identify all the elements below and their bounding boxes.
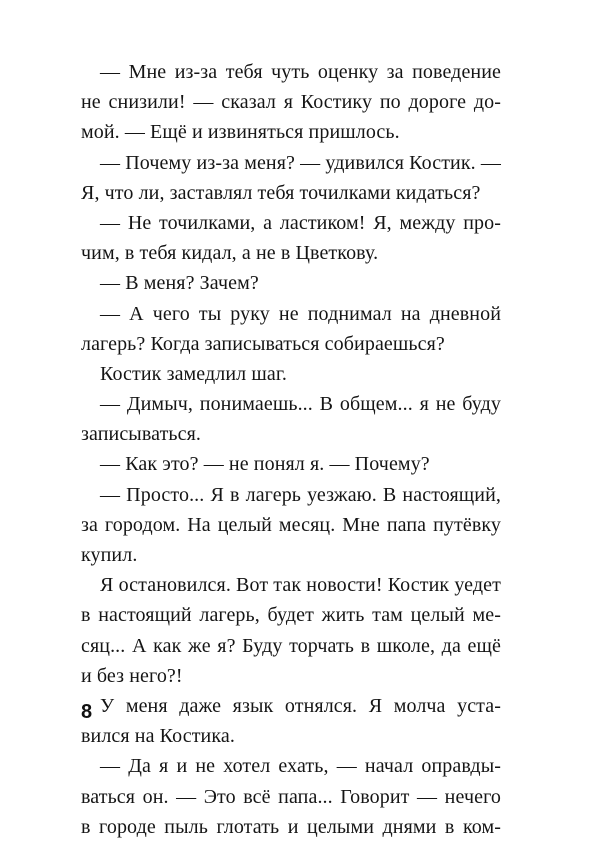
text-line: купил. <box>81 544 138 566</box>
text-line: — Почему из-за меня? — удивился Костик. — <box>100 151 501 174</box>
text-line: — А чего ты руку не поднимал на дневной <box>100 302 501 325</box>
text-line: чим, в тебя кидал, а не в Цветкову. <box>81 242 379 265</box>
text-line: — Да я и не хотел ехать, — начал оправды- <box>100 755 501 778</box>
page-number: 8 <box>81 701 93 723</box>
text-line: ваться он. — Это всё папа... Говорит — нечего <box>81 785 501 808</box>
text-line: Я, что ли, заставлял тебя точилками кидаться? <box>81 181 481 204</box>
text-line: — Не точилками, а ластиком! Я, между про- <box>100 211 501 234</box>
text-line: У меня даже язык отнялся. Я молча уста- <box>100 694 501 717</box>
text-line: — Димыч, понимаешь... В общем... я не буду <box>100 393 501 416</box>
text-line: Костик замедлил шаг. <box>100 362 287 385</box>
page-text <box>81 57 501 842</box>
text-line: не снизили! — сказал я Костику по дороге до- <box>81 91 501 114</box>
text-line: записываться. <box>81 423 202 446</box>
text-line: — В меня? Зачем? <box>100 272 259 295</box>
text-line: Я остановился. Вот так новости! Костик уедет <box>100 574 501 597</box>
text-line: и без него?! <box>81 664 183 687</box>
text-line: лагерь? Когда записываться собираешься? <box>81 332 445 355</box>
text-line: — Мне из-за тебя чуть оценку за поведение <box>100 61 501 83</box>
text-line: — Просто... Я в лагерь уезжаю. В настоящий, <box>100 483 501 506</box>
text-line: в настоящий лагерь, будет жить там целый ме- <box>81 604 501 627</box>
text-line: вился на Костика. <box>81 725 235 748</box>
text-line: в городе пыль глотать и целыми днями в ком- <box>81 815 501 838</box>
text-line: сяц... А как же я? Буду торчать в школе, да ещё <box>81 634 501 657</box>
text-line: — Как это? — не понял я. — Почему? <box>100 453 430 476</box>
text-line: мой. — Ещё и извиняться пришлось. <box>81 121 400 144</box>
text-line: за городом. На целый месяц. Мне папа путёвку <box>81 513 501 536</box>
